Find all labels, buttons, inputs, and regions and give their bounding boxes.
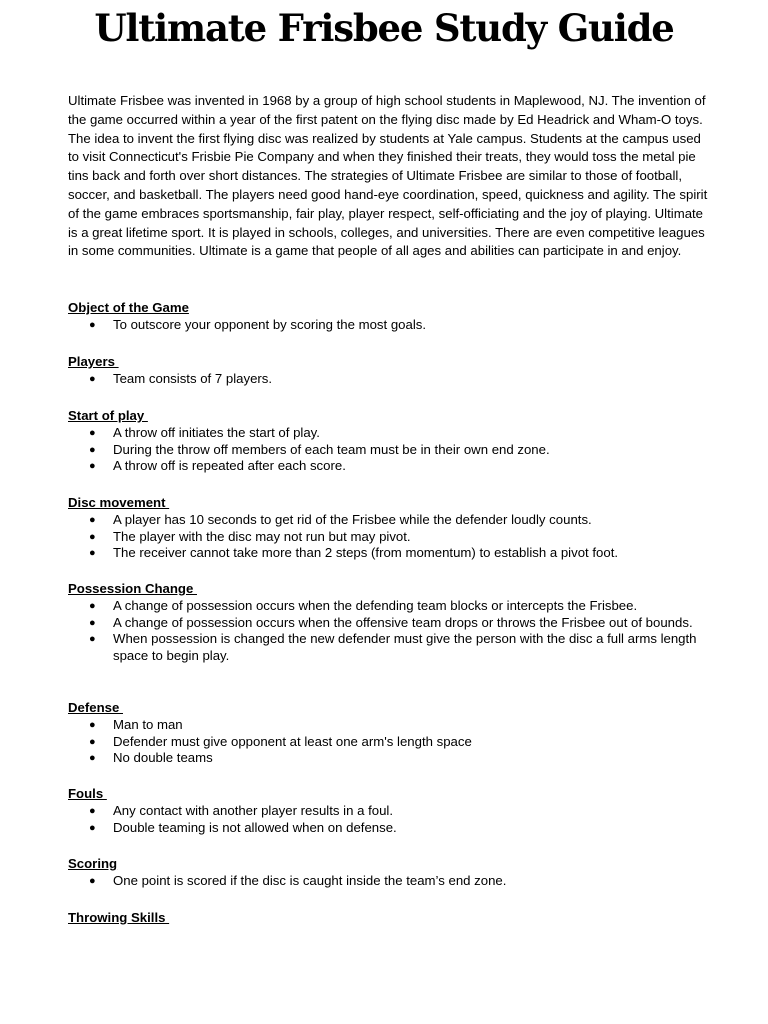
list-item-text: A change of possession occurs when the offensive team drops or throws the Frisbee out of bounds. bbox=[113, 614, 693, 630]
bullet-icon: ● bbox=[89, 752, 96, 765]
list-item bbox=[68, 598, 708, 615]
list-item bbox=[68, 717, 708, 734]
list-item bbox=[68, 631, 708, 664]
bullet-icon: ● bbox=[89, 600, 96, 612]
list-item-text: To outscore your opponent by scoring the most goals. bbox=[113, 317, 427, 332]
section-heading: Scoring bbox=[68, 856, 118, 871]
bullet-list bbox=[68, 873, 708, 890]
list-item bbox=[68, 734, 708, 751]
list-item bbox=[68, 425, 708, 442]
list-item bbox=[68, 803, 708, 820]
section-heading: Fouls bbox=[68, 786, 107, 801]
section-heading: Disc movement bbox=[68, 495, 170, 510]
list-item bbox=[68, 317, 708, 334]
list-item-text: A throw off initiates the start of play. bbox=[113, 425, 320, 440]
intro-paragraph: Ultimate Frisbee was invented in 1968 by a group of high school students in Maplewood, NJ. The invention of the game occurred within a year of the first patent on the flying disc made by Ed Headrick and Wham-O toys. The idea to invent the first flying disc was realized by students at Yale campus. Students at the campus used to visit Connecticut's Frisbie Pie Company and when they finished their treats, they would toss the metal pie tins back and forth over short distances. The strategies of Ultimate Frisbee are similar to those of football, soccer, and basketball. The players need good hand-eye coordination, speed, quickness and agility. The spirit of the game embraces sportsmanship, fair play, player respect, self-officiating and the joy of playing. Ultimate is a great lifetime sport. It is played in schools, colleges, and universities. There are even competitive leagues in some communities. Ultimate is a game that people of all ages and abilities can participate in and enjoy. bbox=[68, 93, 708, 259]
list-item-text: Any contact with another player results in a foul. bbox=[113, 803, 394, 818]
section-heading: Players bbox=[68, 354, 119, 369]
list-item-text: One point is scored if the disc is caught inside the team’s end zone. bbox=[113, 873, 507, 888]
section-start-of-play bbox=[68, 407, 708, 475]
page-title: Ultimate Frisbee Study Guide bbox=[94, 6, 674, 50]
list-item-text: A change of possession occurs when the defending team blocks or intercepts the Frisbee. bbox=[113, 598, 638, 613]
section-scoring bbox=[68, 855, 708, 890]
bullet-icon: ● bbox=[89, 719, 96, 731]
list-item bbox=[68, 750, 708, 767]
bullet-icon: ● bbox=[89, 373, 96, 385]
bullet-icon: ● bbox=[89, 821, 96, 834]
bullet-list bbox=[68, 512, 708, 562]
section-disc-movement bbox=[68, 494, 708, 562]
bullet-icon: ● bbox=[89, 460, 96, 473]
bullet-list bbox=[68, 598, 708, 664]
bullet-icon: ● bbox=[89, 427, 96, 439]
list-item bbox=[68, 458, 708, 475]
list-item bbox=[68, 873, 708, 890]
section-fouls bbox=[68, 785, 708, 836]
list-item bbox=[68, 512, 708, 529]
bullet-icon: ● bbox=[89, 547, 96, 560]
bullet-list bbox=[68, 371, 708, 388]
list-item-text: No double teams bbox=[113, 750, 213, 766]
bullet-icon: ● bbox=[89, 875, 96, 887]
list-item-text: The receiver cannot take more than 2 steps (from momentum) to establish a pivot foot. bbox=[113, 545, 619, 561]
bullet-icon: ● bbox=[89, 514, 96, 526]
section-heading: Throwing Skills bbox=[68, 910, 170, 925]
list-item-text: Double teaming is not allowed when on defense. bbox=[113, 819, 397, 835]
bullet-list bbox=[68, 425, 708, 475]
bullet-icon: ● bbox=[89, 633, 96, 646]
bullet-icon: ● bbox=[89, 616, 96, 629]
bullet-list bbox=[68, 717, 708, 767]
list-item-text: When possession is changed the new defender must give the person with the disc a full arms length space to begin play. bbox=[113, 631, 697, 663]
bullet-icon: ● bbox=[89, 443, 96, 456]
list-item bbox=[68, 615, 708, 632]
bullet-list bbox=[68, 803, 708, 836]
list-item-text: Man to man bbox=[113, 717, 183, 732]
list-item-text: A player has 10 seconds to get rid of the Frisbee while the defender loudly counts. bbox=[113, 512, 592, 527]
section-possession-change bbox=[68, 580, 708, 664]
list-item bbox=[68, 545, 708, 562]
bullet-icon: ● bbox=[89, 530, 96, 543]
list-item-text: Defender must give opponent at least one arm's length space bbox=[113, 733, 472, 749]
list-item bbox=[68, 371, 708, 388]
section-heading: Start of play bbox=[68, 408, 148, 423]
section-object-of-the-game bbox=[68, 299, 708, 334]
section-heading: Possession Change bbox=[68, 581, 197, 596]
section-heading: Object of the Game bbox=[68, 300, 189, 315]
bullet-list bbox=[68, 317, 708, 334]
list-item-text: A throw off is repeated after each score. bbox=[113, 458, 346, 474]
section-heading: Defense bbox=[68, 700, 123, 715]
section-defense bbox=[68, 699, 708, 767]
list-item bbox=[68, 820, 708, 837]
bullet-icon: ● bbox=[89, 805, 96, 817]
list-item-text: The player with the disc may not run but may pivot. bbox=[113, 528, 411, 544]
list-item bbox=[68, 442, 708, 459]
bullet-icon: ● bbox=[89, 735, 96, 748]
list-item bbox=[68, 529, 708, 546]
list-item-text: During the throw off members of each team must be in their own end zone. bbox=[113, 441, 550, 457]
section-players bbox=[68, 353, 708, 388]
list-item-text: Team consists of 7 players. bbox=[113, 371, 273, 386]
bullet-icon: ● bbox=[89, 319, 96, 331]
section-throwing-skills bbox=[68, 909, 708, 927]
